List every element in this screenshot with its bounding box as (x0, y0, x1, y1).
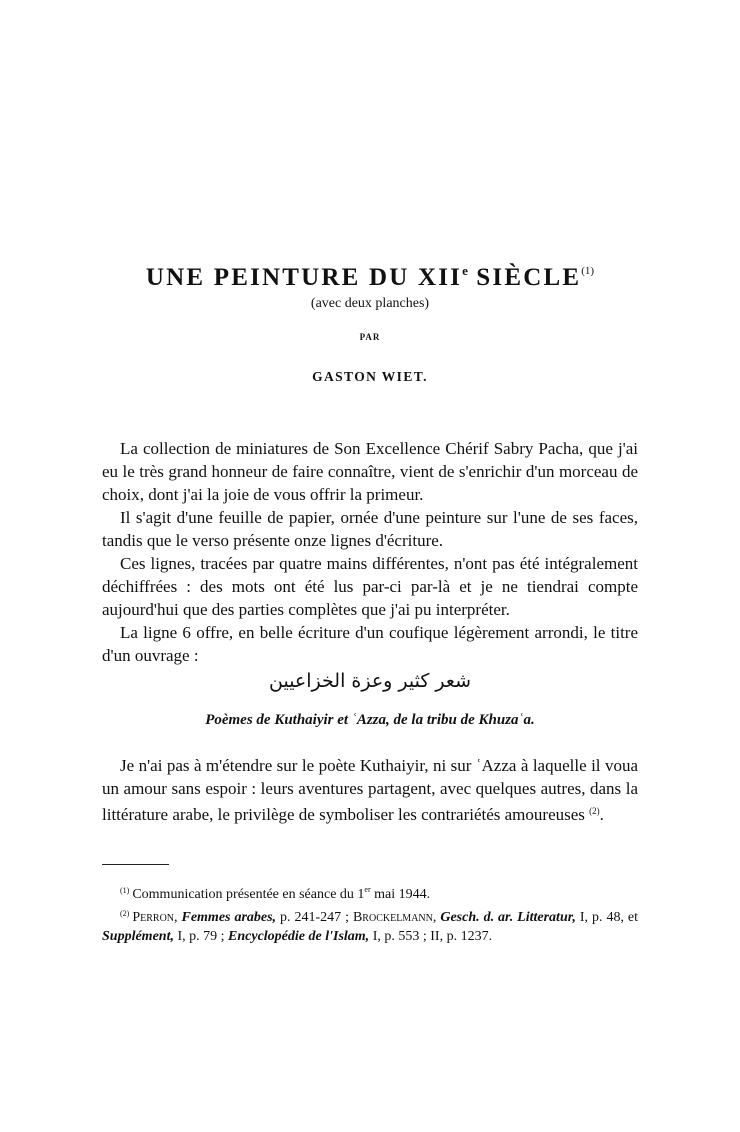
arabic-title: شعر كثير وعزة الخزاعيين (269, 670, 471, 692)
paragraph-text: Je n'ai pas à m'étendre sur le poète Kuthaiyir, ni sur ʿAzza à laquelle il voua un amour sans espoir : leurs aventures partagent, avec quelques autres, dans la littérature arabe, le privilège de symboliser les contrariétés amoureuses (102, 756, 638, 824)
paragraph (102, 754, 638, 826)
title-rest: SIÈCLE (467, 264, 582, 291)
article-title (0, 256, 740, 293)
paragraph: La collection de miniatures de Son Excellence Chérif Sabry Pacha, que j'ai eu le très grand honneur de faire connaître, vient de s'enrichir d'un morceau de choix, dont j'ai la joie de vous offrir la primeur. (102, 439, 638, 504)
footnote-text: mai 1944. (370, 887, 431, 902)
footnote-ref-2[interactable]: (2) (589, 806, 600, 816)
footnote-2 (102, 904, 638, 946)
paragraph: Ces lignes, tracées par quatre mains différentes, n'ont pas été intégralement déchiffrées : des mots ont été lus par-ci par-là et je ne tiendrai compte aujourd'hui que des parties complètes que j'ai pu interpréter. (102, 554, 638, 619)
title-superscript: e (462, 263, 468, 278)
citation-pages: I, p. 553 ; II, p. 1237. (369, 929, 493, 944)
ordinal-suffix: er (364, 885, 371, 894)
citation-pages: I, p. 79 ; (173, 929, 229, 944)
footnote-separator (102, 864, 169, 865)
paragraph: Il s'agit d'une feuille de papier, ornée d'une peinture sur l'une de ses faces, tandis que le verso présente onze lignes d'écriture. (102, 508, 638, 550)
byline-par: PAR (359, 332, 381, 342)
footnote-1 (102, 880, 638, 904)
cited-work: Femmes arabes, (181, 910, 277, 925)
paragraph-end: . (599, 805, 604, 824)
paragraph: La ligne 6 offre, en belle écriture d'un coufique légèrement arrondi, le titre d'un ouvrage : (102, 623, 638, 665)
cited-work: Encyclopédie de l'Islam, (228, 929, 370, 944)
article-subtitle: (avec deux planches) (310, 296, 430, 311)
title-footnote-ref[interactable]: (1) (581, 265, 595, 277)
citation-pages: I, p. 48, et (575, 910, 639, 925)
cited-work: Gesch. d. ar. Litteratur, (440, 910, 576, 925)
footnote-mark: (1) (120, 886, 130, 895)
footnote-mark: (2) (120, 909, 130, 918)
author-name: GASTON WIET. (312, 369, 428, 384)
footnote-text: Communication présentée en séance du 1 (132, 887, 365, 902)
separator: , (432, 910, 441, 925)
footnotes (102, 880, 638, 946)
title-main: UNE PEINTURE DU XII (145, 264, 463, 291)
arabic-title-translation: Poèmes de Kuthaiyir et ʿAzza, de la tribu de Khuzaʿa. (205, 712, 535, 728)
citation-pages: p. 241-247 ; (276, 910, 353, 925)
body-section-1 (102, 437, 638, 667)
separator: , (174, 910, 182, 925)
cited-author: Brockelmann (352, 910, 433, 925)
body-section-2 (102, 754, 638, 826)
cited-work: Supplément, (102, 929, 174, 944)
cited-author: Perron (132, 910, 175, 925)
